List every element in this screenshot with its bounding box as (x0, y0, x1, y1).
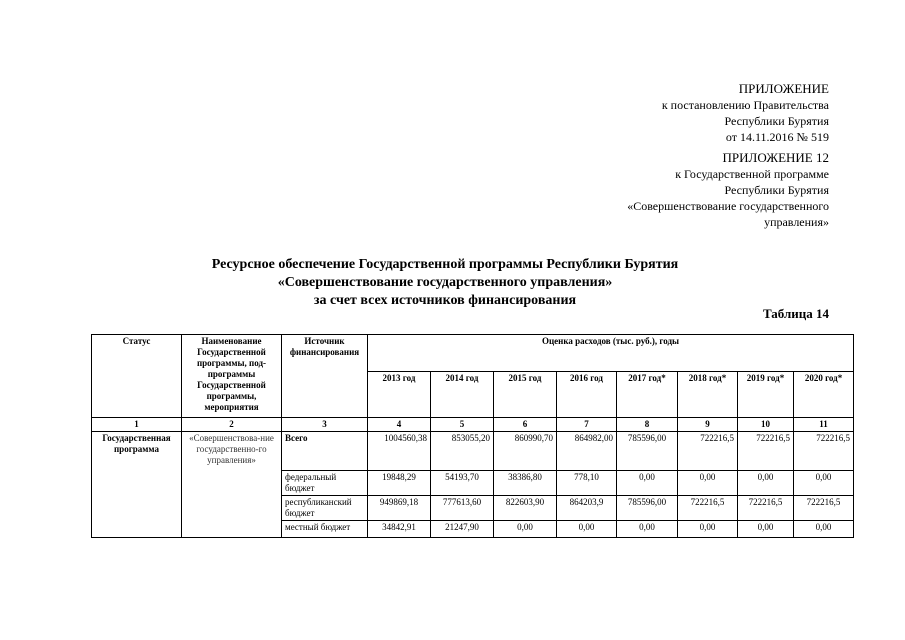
annex-heading: ПРИЛОЖЕНИЕ (738, 81, 829, 96)
value-cell: 0,00 (794, 521, 854, 538)
header-year: 2013 год (368, 372, 431, 418)
value-cell: 38386,80 (494, 471, 557, 496)
value-cell: 0,00 (617, 521, 678, 538)
title-line: «Совершенствование государственного управления» (277, 275, 613, 290)
annex-line: «Совершенствование государственного (627, 199, 829, 213)
header-estimate: Оценка расходов (тыс. руб.), годы (368, 335, 854, 372)
value-cell: 822603,90 (494, 496, 557, 521)
column-number: 10 (738, 418, 794, 432)
value-cell: 0,00 (678, 471, 738, 496)
title-line: Ресурсное обеспечение Государственной программы Республики Бурятия (211, 257, 679, 272)
column-number: 11 (794, 418, 854, 432)
value-cell: 722216,5 (794, 496, 854, 521)
title-line: за счет всех источников финансирования (313, 293, 577, 308)
resource-table (91, 334, 854, 538)
header-year: 2017 год* (617, 372, 678, 418)
value-cell: 722216,5 (738, 496, 794, 521)
value-cell: 785596,00 (617, 496, 678, 521)
header-year: 2019 год* (738, 372, 794, 418)
column-number: 4 (368, 418, 431, 432)
value-cell: 0,00 (738, 521, 794, 538)
header-year: 2020 год* (794, 372, 854, 418)
value-cell: 21247,90 (431, 521, 494, 538)
header-source: Источник финансирования (282, 335, 368, 418)
header-year: 2015 год (494, 372, 557, 418)
value-cell: 0,00 (557, 521, 617, 538)
value-cell: 0,00 (494, 521, 557, 538)
source-cell: местный бюджет (282, 521, 368, 538)
value-cell: 853055,20 (431, 432, 494, 471)
annex-line: от 14.11.2016 № 519 (725, 130, 829, 144)
value-cell: 860990,70 (494, 432, 557, 471)
annex-line: к Государственной программе (675, 167, 829, 181)
value-cell: 19848,29 (368, 471, 431, 496)
annex-line: управления» (764, 215, 829, 229)
value-cell: 722216,5 (678, 432, 738, 471)
value-cell: 864203,9 (557, 496, 617, 521)
table-row (92, 432, 854, 471)
annex-line: к постановлению Правительства (661, 98, 829, 112)
column-number: 1 (92, 418, 182, 432)
annex-line: Республики Бурятия (724, 114, 829, 128)
column-number: 6 (494, 418, 557, 432)
source-cell: федеральный бюджет (282, 471, 368, 496)
header-year: 2014 год (431, 372, 494, 418)
column-number: 9 (678, 418, 738, 432)
value-cell: 722216,5 (794, 432, 854, 471)
table-label: Таблица 14 (762, 306, 829, 321)
value-cell: 777613,60 (431, 496, 494, 521)
header-year: 2018 год* (678, 372, 738, 418)
value-cell: 778,10 (557, 471, 617, 496)
value-cell: 1004560,38 (368, 432, 431, 471)
column-number-row (92, 418, 854, 432)
annex-heading: ПРИЛОЖЕНИЕ 12 (722, 150, 829, 165)
header-row (92, 335, 854, 372)
annex-block-program (627, 150, 829, 230)
value-cell: 949869,18 (368, 496, 431, 521)
header-status: Статус (92, 335, 182, 418)
value-cell: 0,00 (794, 471, 854, 496)
column-number: 3 (282, 418, 368, 432)
column-number: 2 (182, 418, 282, 432)
value-cell: 0,00 (678, 521, 738, 538)
column-number: 7 (557, 418, 617, 432)
header-year: 2016 год (557, 372, 617, 418)
value-cell: 722216,5 (738, 432, 794, 471)
program-name-cell: «Совершенствова-ние государственно-го управления» (182, 432, 282, 538)
header-name: Наименование Государственной программы, под-программы Государственной программы, мероприятия (182, 335, 282, 418)
value-cell: 34842,91 (368, 521, 431, 538)
annex-block-decree (662, 81, 829, 145)
value-cell: 54193,70 (431, 471, 494, 496)
value-cell: 864982,00 (557, 432, 617, 471)
value-cell: 785596,00 (617, 432, 678, 471)
document-title (90, 256, 800, 310)
column-number: 5 (431, 418, 494, 432)
value-cell: 0,00 (738, 471, 794, 496)
source-cell: Всего (282, 432, 368, 471)
source-cell: республиканский бюджет (282, 496, 368, 521)
value-cell: 722216,5 (678, 496, 738, 521)
status-cell: Государственная программа (92, 432, 182, 538)
annex-line: Республики Бурятия (724, 183, 829, 197)
column-number: 8 (617, 418, 678, 432)
value-cell: 0,00 (617, 471, 678, 496)
